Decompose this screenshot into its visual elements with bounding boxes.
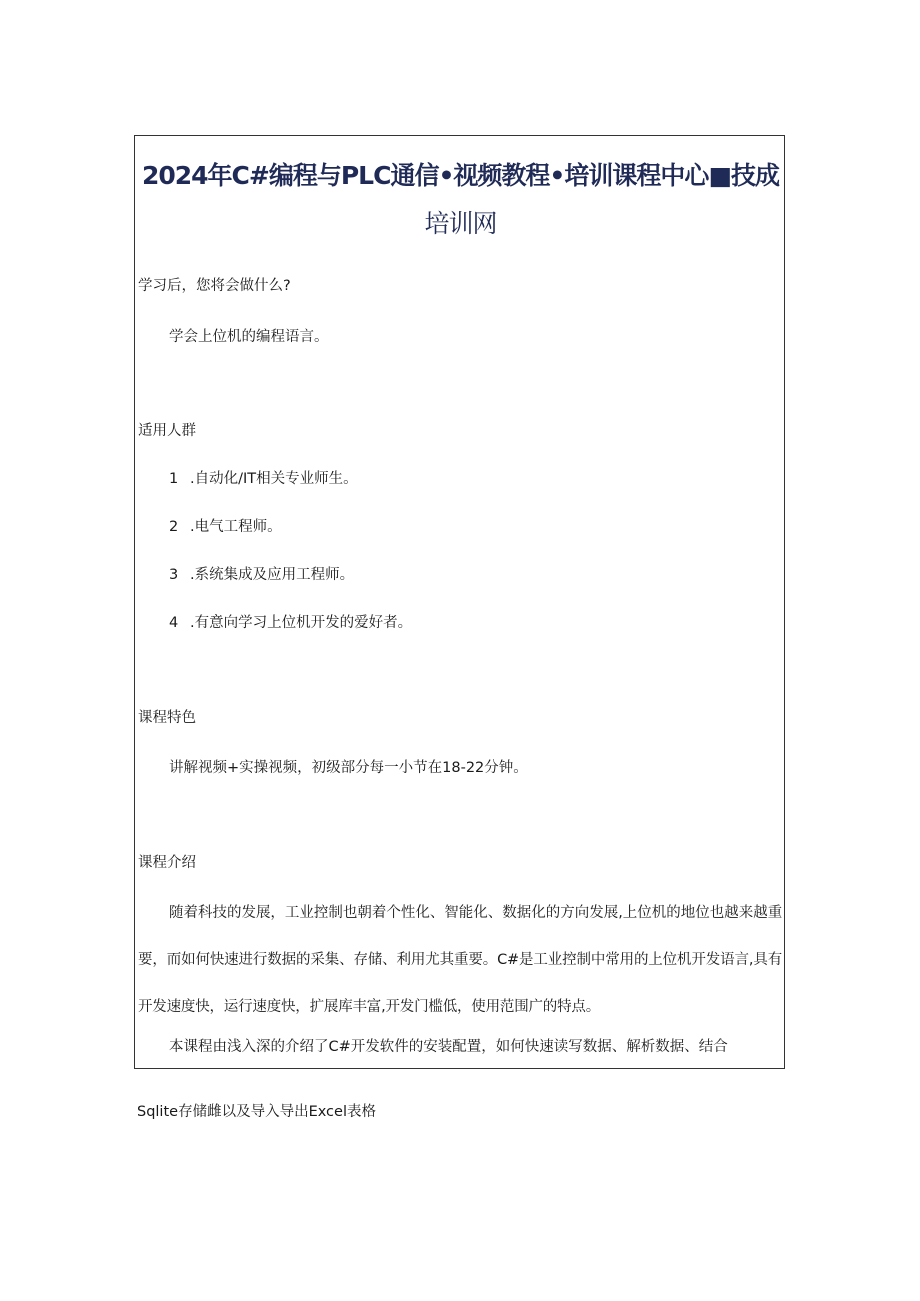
list-item-number: 2: [169, 519, 179, 535]
features-text: 讲解视频+实操视频，初级部分每一小节在18-22分钟。: [169, 760, 528, 776]
document-title-line1: 2024年C#编程与PLC通信•视频教程•培训课程中心■技成: [141, 161, 780, 190]
section-heading-features: 课程特色: [138, 710, 196, 726]
section-heading-audience: 适用人群: [138, 423, 196, 439]
list-item-text: .电气工程师。: [190, 519, 282, 535]
section-heading-learn: 学习后，您将会做什么?: [138, 278, 291, 294]
list-item-number: 4: [169, 615, 179, 631]
intro-continuation: Sqlite存储雌以及导入导出Excel表格: [137, 1104, 376, 1120]
list-item-number: 1: [169, 471, 179, 487]
list-item-text: .系统集成及应用工程师。: [190, 567, 355, 583]
intro-paragraph: 随着科技的发展，工业控制也朝着个性化、智能化、数据化的方向发展,上位机的地位也越来越重要，而如何快速进行数据的采集、存储、利用尤其重要。C#是工业控制中常用的上位机开发语言,具有开发速度快，运行速度快，扩展库丰富,开发门槛低，使用范围广的特点。: [138, 905, 782, 1015]
list-item-text: .有意向学习上位机开发的爱好者。: [190, 615, 413, 631]
section-heading-intro: 课程介绍: [138, 855, 196, 871]
document-frame: [134, 135, 785, 1069]
document-title-line2: 培训网: [424, 209, 497, 238]
learn-text: 学会上位机的编程语言。: [169, 329, 329, 345]
list-item-number: 3: [169, 567, 179, 583]
list-item-text: .自动化/IT相关专业师生。: [190, 471, 358, 487]
intro-paragraph-2: 本课程由浅入深的介绍了C#开发软件的安装配置，如何快速读写数据、解析数据、结合: [169, 1039, 728, 1055]
